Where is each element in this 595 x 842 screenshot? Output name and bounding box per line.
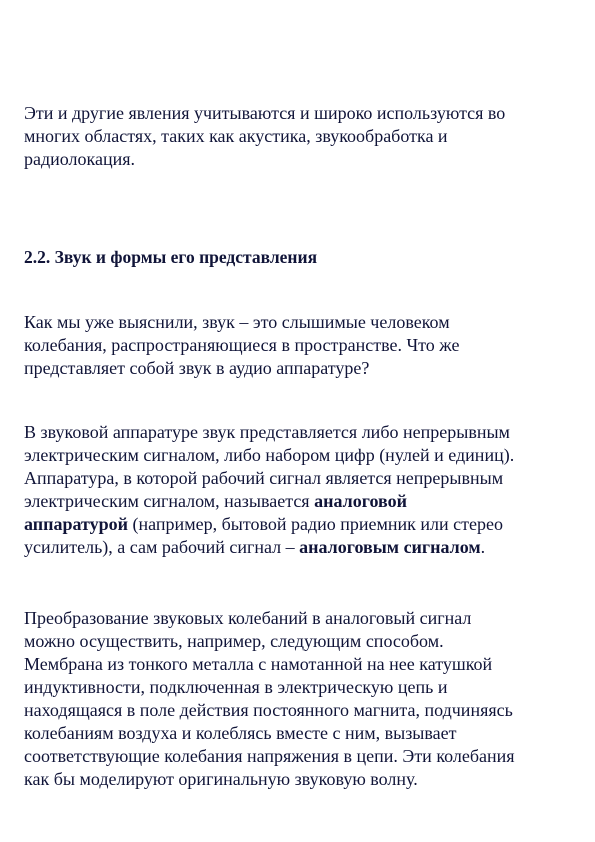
paragraph-sound-definition [24,311,573,380]
bold-term-analog: аналоговой [314,491,407,511]
text-run: электрическим сигналом, называется [24,491,315,511]
text-line: индуктивности, подключенная в электрическую цепь и [24,677,448,697]
text-line: Как мы уже выяснили, звук – это слышимые человеком [24,312,450,332]
bold-term-equipment: аппаратурой [24,514,129,534]
text-line: представляет собой звук в аудио аппаратуре? [24,358,370,378]
text-line [24,513,573,536]
text-line: Аппаратура, в которой рабочий сигнал является непрерывным [24,468,504,488]
text-line: Мембрана из тонкого металла с намотанной на нее катушкой [24,654,493,674]
text-line: многих областях, таких как акустика, звукообработка и [24,126,448,146]
text-line: электрическим сигналом, либо набором цифр (нулей и единиц). [24,445,515,465]
paragraph-analog-equipment [24,421,573,559]
text-line: можно осуществить, например, следующим способом. [24,631,444,651]
text-line: находящаяся в поле действия постоянного магнита, подчиняясь [24,700,513,720]
text-line: колебания, распространяющиеся в пространстве. Что же [24,335,460,355]
text-run: (например, бытовой радио приемник или стерео [128,514,503,534]
text-run: усилитель), а сам рабочий сигнал – [24,537,300,557]
text-line: соответствующие колебания напряжения в цепи. Эти колебания [24,746,515,766]
text-line: Эти и другие явления учитываются и широко используются во [24,103,506,123]
text-line: как бы моделируют оригинальную звуковую волну. [24,769,418,789]
text-line: В звуковой аппаратуре звук представляется либо непрерывным [24,422,510,442]
text-line: колебаниям воздуха и колеблясь вместе с ним, вызывает [24,723,457,743]
text-line [24,490,573,513]
text-line [24,536,573,559]
paragraph-intro [24,102,573,171]
text-line: Преобразование звуковых колебаний в аналоговый сигнал [24,608,472,628]
text-run: . [480,537,486,557]
paragraph-conversion [24,607,573,791]
section-heading: 2.2. Звук и формы его представления [24,247,318,267]
bold-term-analog-signal: аналоговым сигналом [299,537,481,557]
text-line: радиолокация. [24,149,136,169]
